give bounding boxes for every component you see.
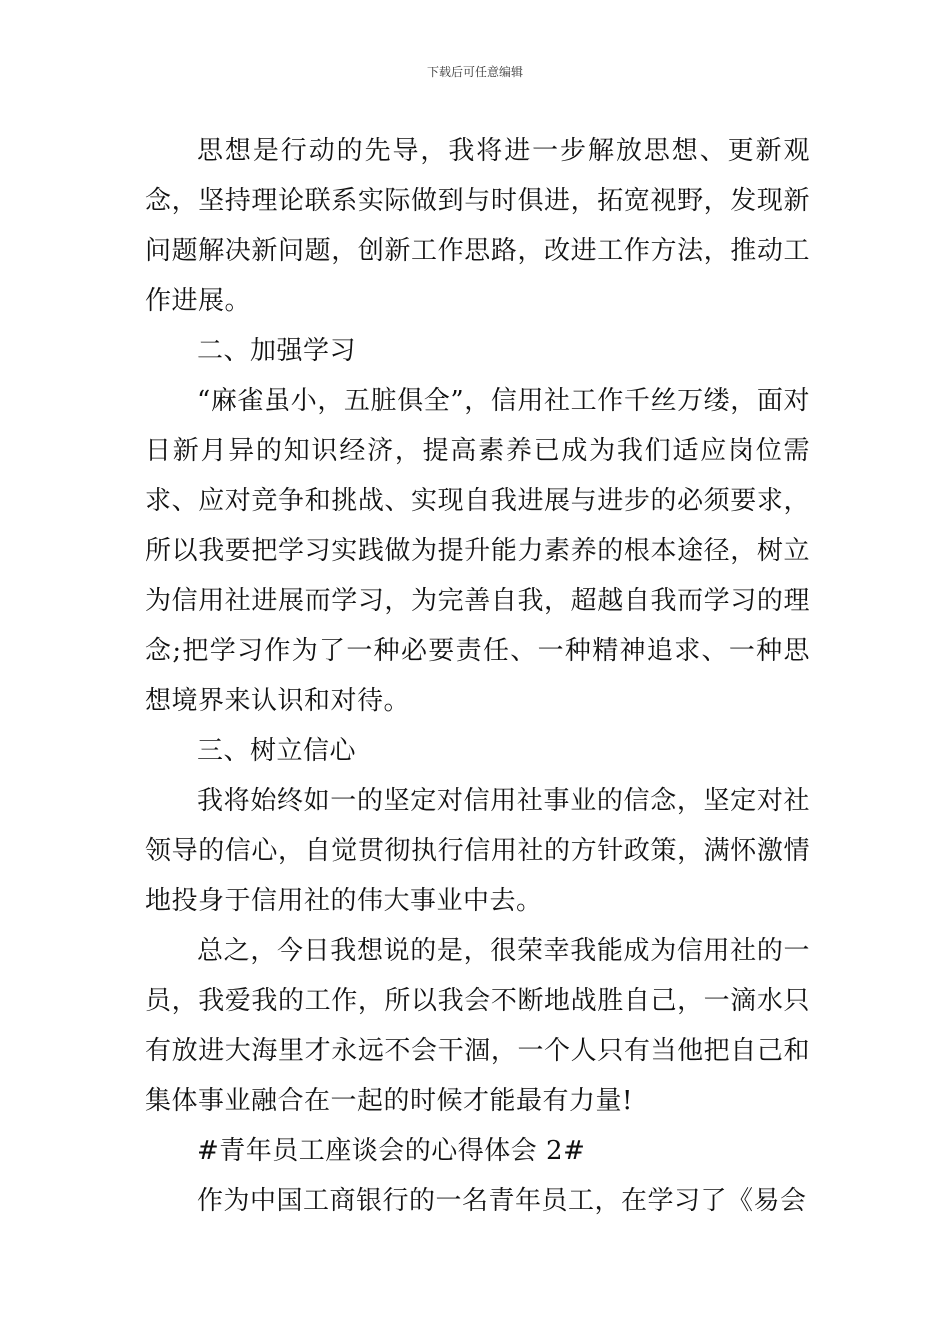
paragraph-conclusion: 总之，今日我想说的是，很荣幸我能成为信用社的一员，我爱我的工作，所以我会不断地战胜自己，一滴水只有放进大海里才永远不会干涸，一个人只有当他把自己和集体事业融合在一起的时候才能最有力量!: [145, 936, 810, 1116]
paragraph-study: “麻雀虽小，五脏俱全”，信用社工作千丝万缕，面对日新月异的知识经济，提高素养已成为我们适应岗位需求、应对竞争和挑战、实现自我进展与进步的必须要求，所以我要把学习实践做为提升能力素养的根本途径，树立为信用社进展而学习，为完善自我，超越自我而学习的理念;把学习作为了一种必要责任、一种精神追求、一种思想境界来认识和对待。: [145, 386, 810, 716]
paragraph-article-2-start: 作为中国工商银行的一名青年员工，在学习了《易会: [197, 1186, 807, 1216]
article-title-2: #青年员工座谈会的心得体会 2#: [197, 1136, 586, 1166]
page-header: 下载后可任意编辑: [426, 65, 523, 79]
paragraph-thought: 思想是行动的先导，我将进一步解放思想、更新观念，坚持理论联系实际做到与时俱进，拓宽视野，发现新问题解决新问题，创新工作思路，改进工作方法，推动工作进展。: [145, 136, 810, 316]
section-heading-confidence: 三、树立信心: [197, 736, 357, 766]
section-heading-study: 二、加强学习: [197, 336, 357, 366]
document-body: [145, 126, 810, 1226]
paragraph-confidence: 我将始终如一的坚定对信用社事业的信念，坚定对社领导的信心，自觉贯彻执行信用社的方针政策，满怀激情地投身于信用社的伟大事业中去。: [145, 786, 810, 916]
